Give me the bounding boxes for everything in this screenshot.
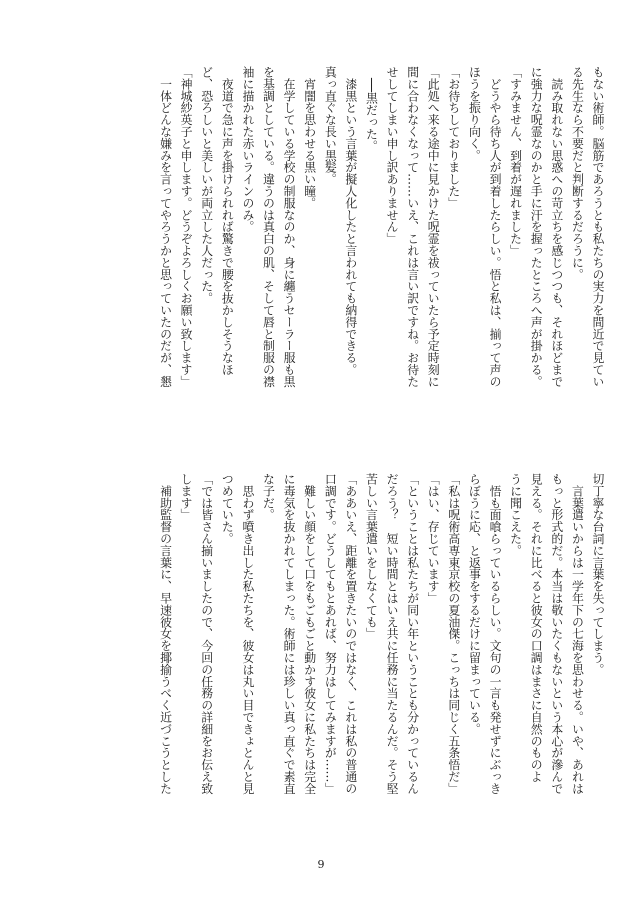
text-column: 「神城紗英子と申します。どうぞよろしくお願い致します」 bbox=[179, 66, 194, 388]
page-number: 9 bbox=[317, 858, 325, 871]
text-column: つめていた。 bbox=[220, 473, 235, 545]
text-column: 読み取れない思惑への苛立ちを感じつつも、それほどまで bbox=[549, 66, 564, 388]
text-column: 「お待ちしておりました」 bbox=[446, 66, 461, 209]
text-column: 漆黒という言葉が擬人化したと言われても納得できる。 bbox=[343, 66, 358, 376]
text-column: 「ということは私たちが同い年ということも分かっているん bbox=[405, 473, 420, 795]
text-column: 補助監督の言葉に、早速彼女を揶揄うべく近づこうとした bbox=[158, 473, 173, 795]
bottom-text-block bbox=[36, 473, 608, 845]
text-column: 難しい顔をして口をもごもごと動かす彼女に私たちは完全 bbox=[302, 473, 317, 795]
text-column: 「すみません、到着が遅れました」 bbox=[508, 66, 523, 257]
text-column: 「ああいえ、距離を置きたいのではなく、これは私の普通の bbox=[343, 473, 358, 795]
text-column: 真っ直ぐな長い黒髪。 bbox=[323, 66, 338, 185]
text-column: 切丁寧な台詞に言葉を失ってしまう。 bbox=[591, 473, 605, 676]
text-column: を基調としている。違うのは真白の肌、そして唇と制服の襟 bbox=[261, 66, 276, 388]
text-column: どうやら待ち人が到着したらしい。悟と私は、揃って声の bbox=[488, 66, 503, 388]
text-column: 袖に描かれた赤いラインのみ。 bbox=[240, 66, 255, 233]
text-column: もない術師。脳筋であろうとも私たちの実力を間近で見てい bbox=[591, 66, 605, 388]
top-text-block bbox=[36, 66, 608, 438]
text-column: 「此処へ来る途中に見かけた呪霊を祓っていたら予定時刻に bbox=[426, 66, 441, 388]
text-column: 言葉遣いからは一学年下の七海を思わせる。いや、あれは bbox=[570, 473, 585, 795]
text-column: 苦しい言葉遣いをしなくても」 bbox=[364, 473, 379, 640]
text-column: に毒気を抜かれてしまった。術師には珍しい真っ直ぐで素直 bbox=[282, 473, 297, 795]
text-column: 「はい、存じています」 bbox=[426, 473, 441, 604]
text-column: 口調です。どうしてもとあれば、努力はしてみますが……」 bbox=[323, 473, 338, 795]
text-column: に強力な呪霊なのかと手に汗を握ったところへ声が掛かる。 bbox=[529, 66, 544, 388]
text-column: 在学している学校の制服なのか、身に纏うセーラー服も黒 bbox=[282, 66, 297, 388]
text-column: 間に合わなくなって……いえ、これは言い訳ですね。お待た bbox=[405, 66, 420, 388]
text-column: 一体どんな嫌みを言ってやろうかと思っていたのだが、懇 bbox=[158, 66, 173, 388]
text-column: 「では皆さん揃いましたので、今回の任務の詳細をお伝え致 bbox=[199, 473, 214, 795]
text-column: 悟も面喰らっているらしい。文句の一言も発せずにぶっき bbox=[488, 473, 503, 795]
text-column: うに聞こえた。 bbox=[508, 473, 523, 557]
text-column: な子だ。 bbox=[261, 473, 276, 521]
text-column: 「私は呪術高専東京校の夏油傑。こっちは同じく五条悟だ」 bbox=[446, 473, 461, 795]
text-column: せしてしまい申し訳ありません」 bbox=[385, 66, 400, 245]
text-column: もっと形式的だ。本当は敬いたくもないという本心が滲んで bbox=[549, 473, 564, 795]
text-column: 思わず噴き出した私たちを、彼女は丸い目できょとんと見 bbox=[240, 473, 255, 795]
text-column: します」 bbox=[179, 473, 194, 521]
text-column: ど、恐ろしいと美しいが両立した人だった。 bbox=[199, 66, 214, 304]
text-column: らぼうに応、と返事をするだけに留まっている。 bbox=[467, 473, 482, 735]
text-column: だろう？ 短い時間とはいえ共に任務に当たるんだ。そう堅 bbox=[385, 473, 400, 795]
text-column: 見える。それに比べると彼女の口調はまさに自然のものよ bbox=[529, 473, 544, 783]
text-column: 宵闇を思わせる黒い瞳。 bbox=[302, 66, 317, 209]
text-column: ──黒だった。 bbox=[364, 66, 379, 152]
text-column: ほうを振り向く。 bbox=[467, 66, 482, 162]
text-column: 夜道で急に声を掛けられれば驚きで腰を抜かしそうなほ bbox=[220, 66, 235, 376]
text-column: る先生なら不要だと判断するだろうに。 bbox=[570, 66, 585, 281]
